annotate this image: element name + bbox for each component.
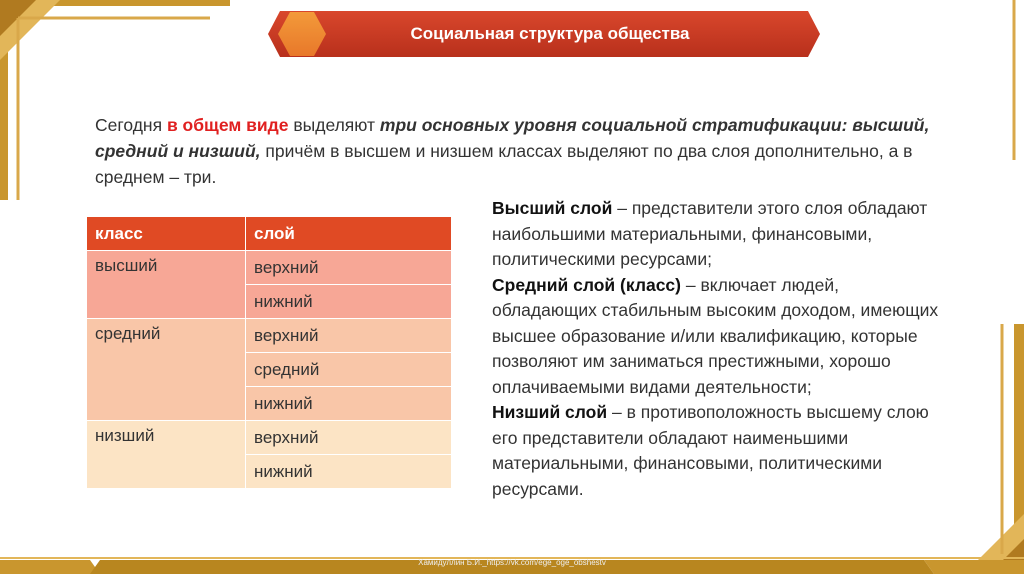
- class-cell-high: высший: [87, 251, 246, 319]
- intro-paragraph: [95, 112, 945, 190]
- low-layer-text: – в противоположность высшему слою его представители обладают наименьшими материальными, финансовыми, политическими ресурсами.: [492, 402, 929, 499]
- layer-cell: верхний: [246, 319, 452, 353]
- table-header-row: [87, 217, 452, 251]
- middle-layer-text: – включает людей, обладающих стабильным высоким доходом, имеющих высшее образование и/или квалификацию, которые позволяют им заниматься престижными, хорошо оплачиваемыми видами деятельности;: [492, 274, 939, 397]
- low-layer-term: Низший слой: [492, 402, 608, 422]
- bottom-right-corner-ornament: [954, 324, 1024, 574]
- layer-cell: верхний: [246, 421, 452, 455]
- footer-credit: Хамидуллин Б.И._https://vk.com/ege_oge_obshestv: [418, 558, 606, 567]
- layer-cell: нижний: [246, 455, 452, 489]
- header-layer: слой: [246, 217, 452, 251]
- layer-cell: нижний: [246, 387, 452, 421]
- stratification-table: [86, 216, 452, 489]
- layer-cell: верхний: [246, 251, 452, 285]
- layer-cell: средний: [246, 353, 452, 387]
- intro-emphasis: три основных уровня социальной стратификации: высший, средний и низший,: [95, 115, 930, 161]
- table-row: [87, 251, 452, 285]
- description-block: [492, 196, 942, 502]
- page-title: Социальная структура общества: [410, 24, 690, 43]
- top-right-corner-ornament: [984, 0, 1024, 160]
- intro-part1: Сегодня: [95, 115, 167, 135]
- high-layer-term: Высший слой: [492, 198, 613, 218]
- intro-part2: выделяют: [288, 115, 380, 135]
- high-layer-text: – представители этого слоя обладают наибольшими материальными, финансовыми, политическими ресурсами;: [492, 198, 928, 269]
- class-cell-low: низший: [87, 421, 246, 489]
- layer-cell: нижний: [246, 285, 452, 319]
- intro-highlight: в общем виде: [166, 115, 289, 135]
- header-class: класс: [87, 217, 246, 251]
- table-row: [87, 319, 452, 353]
- table-row: [87, 421, 452, 455]
- class-cell-middle: средний: [87, 319, 246, 421]
- intro-part3: причём в высшем и низшем классах выделяют по два слоя дополнительно, а в среднем – три.: [95, 141, 913, 187]
- middle-layer-term: Средний слой (класс): [492, 274, 681, 295]
